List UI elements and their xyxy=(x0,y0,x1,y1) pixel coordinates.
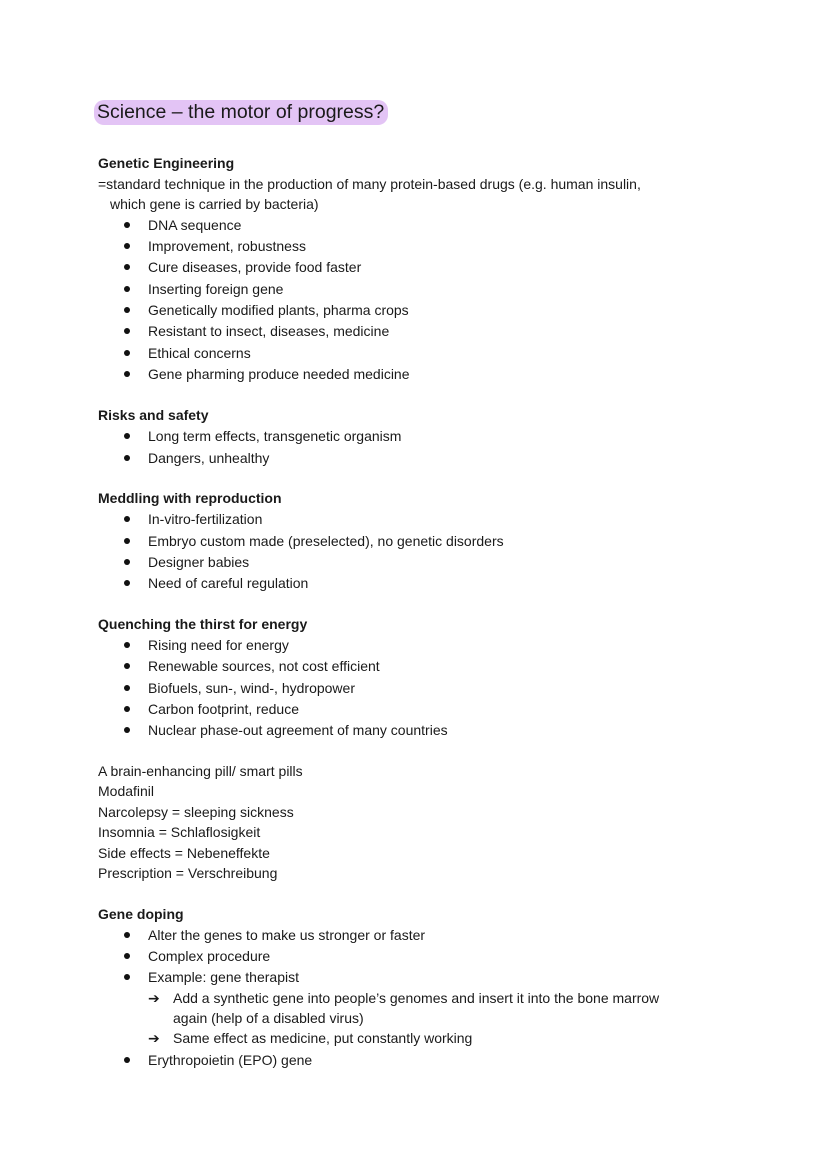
smart-pills-line: Prescription = Verschreibung xyxy=(98,865,278,881)
bullet-icon xyxy=(124,243,130,249)
bullet-icon xyxy=(124,685,130,691)
bullet-icon xyxy=(124,286,130,292)
document-page: Science – the motor of progress? Genetic Engineering =standard technique in the production of many protein-based drugs (e.g. human insulin, which gene is carried by bacteria) DNA sequence Improvement, robustness Cure diseases, provide food faster Inserting foreign gene Genetically modified plants, pharma crops Resistant to insect, diseases, medicine Ethical concerns Gene pharming produce needed medicine Risks and safety Long term effects, transgenetic organism Dangers, unhealthy Meddling with reproduction In-vitro-fertilization Embryo custom made (preselected), no genetic disorders Designer babies Need of careful regulation Quenching the thirst for energy Rising need for energy Renewable sources, not cost efficient Biofuels, sun-, wind-, hydropower Carbon footprint, reduce Nuclear phase-out agreement of many countries A brain-enhancing pill/ smart pills Modafinil Narcolepsy = sleeping sickness Insomnia = Schlaflosigkeit Side effects = Nebeneffekte Prescription = Verschreibung Gene doping Alter the genes to make us stronger or faster Complex procedure Example: gene therapist ➔ Add a synthetic gene into people’s genomes and insert it into the bone marrow again (help of a disabled virus) ➔ Same effect as medicine, put constantly working Erythropoietin (EPO) gene xyxy=(0,0,828,1171)
bullet-icon xyxy=(124,307,130,313)
heading-energy: Quenching the thirst for energy xyxy=(98,616,308,632)
smart-pills-line: Side effects = Nebeneffekte xyxy=(98,845,270,861)
bullet-icon xyxy=(124,932,130,938)
sub-item-line-1: Add a synthetic gene into people’s genomes and insert it into the bone marrow xyxy=(173,990,660,1006)
heading-risks-and-safety: Risks and safety xyxy=(98,407,209,423)
bullet-icon xyxy=(124,328,130,334)
bullet-icon xyxy=(124,538,130,544)
bullet-icon xyxy=(124,727,130,733)
bullet-icon xyxy=(124,516,130,522)
smart-pills-line: Narcolepsy = sleeping sickness xyxy=(98,804,294,820)
sub-item-line-2: again (help of a disabled virus) xyxy=(173,1010,364,1026)
bullet-icon xyxy=(124,974,130,980)
bullet-icon xyxy=(124,953,130,959)
bullet-icon xyxy=(124,706,130,712)
arrow-right-icon: ➔ xyxy=(148,990,160,1006)
definition-line-2: which gene is carried by bacteria) xyxy=(110,196,319,212)
bullet-icon xyxy=(124,559,130,565)
bullet-icon xyxy=(124,371,130,377)
bullet-icon xyxy=(124,580,130,586)
bullet-icon xyxy=(124,1057,130,1063)
arrow-right-icon: ➔ xyxy=(148,1030,160,1046)
heading-genetic-engineering: Genetic Engineering xyxy=(98,155,235,171)
smart-pills-line: Modafinil xyxy=(98,783,155,799)
bullet-icon xyxy=(124,264,130,270)
sub-item-2: Same effect as medicine, put constantly working xyxy=(173,1030,473,1046)
smart-pills-line: A brain-enhancing pill/ smart pills xyxy=(98,763,303,779)
heading-gene-doping: Gene doping xyxy=(98,906,184,922)
smart-pills-line: Insomnia = Schlaflosigkeit xyxy=(98,824,261,840)
bullet-icon xyxy=(124,455,130,461)
page-title: Science – the motor of progress? xyxy=(94,100,388,125)
definition-line-1: =standard technique in the production of many protein-based drugs (e.g. human insulin, xyxy=(98,176,641,192)
bullet-icon xyxy=(124,350,130,356)
bullet-icon xyxy=(124,663,130,669)
heading-reproduction: Meddling with reproduction xyxy=(98,490,282,506)
bullet-icon xyxy=(124,222,130,228)
bullet-icon xyxy=(124,642,130,648)
bullet-icon xyxy=(124,433,130,439)
